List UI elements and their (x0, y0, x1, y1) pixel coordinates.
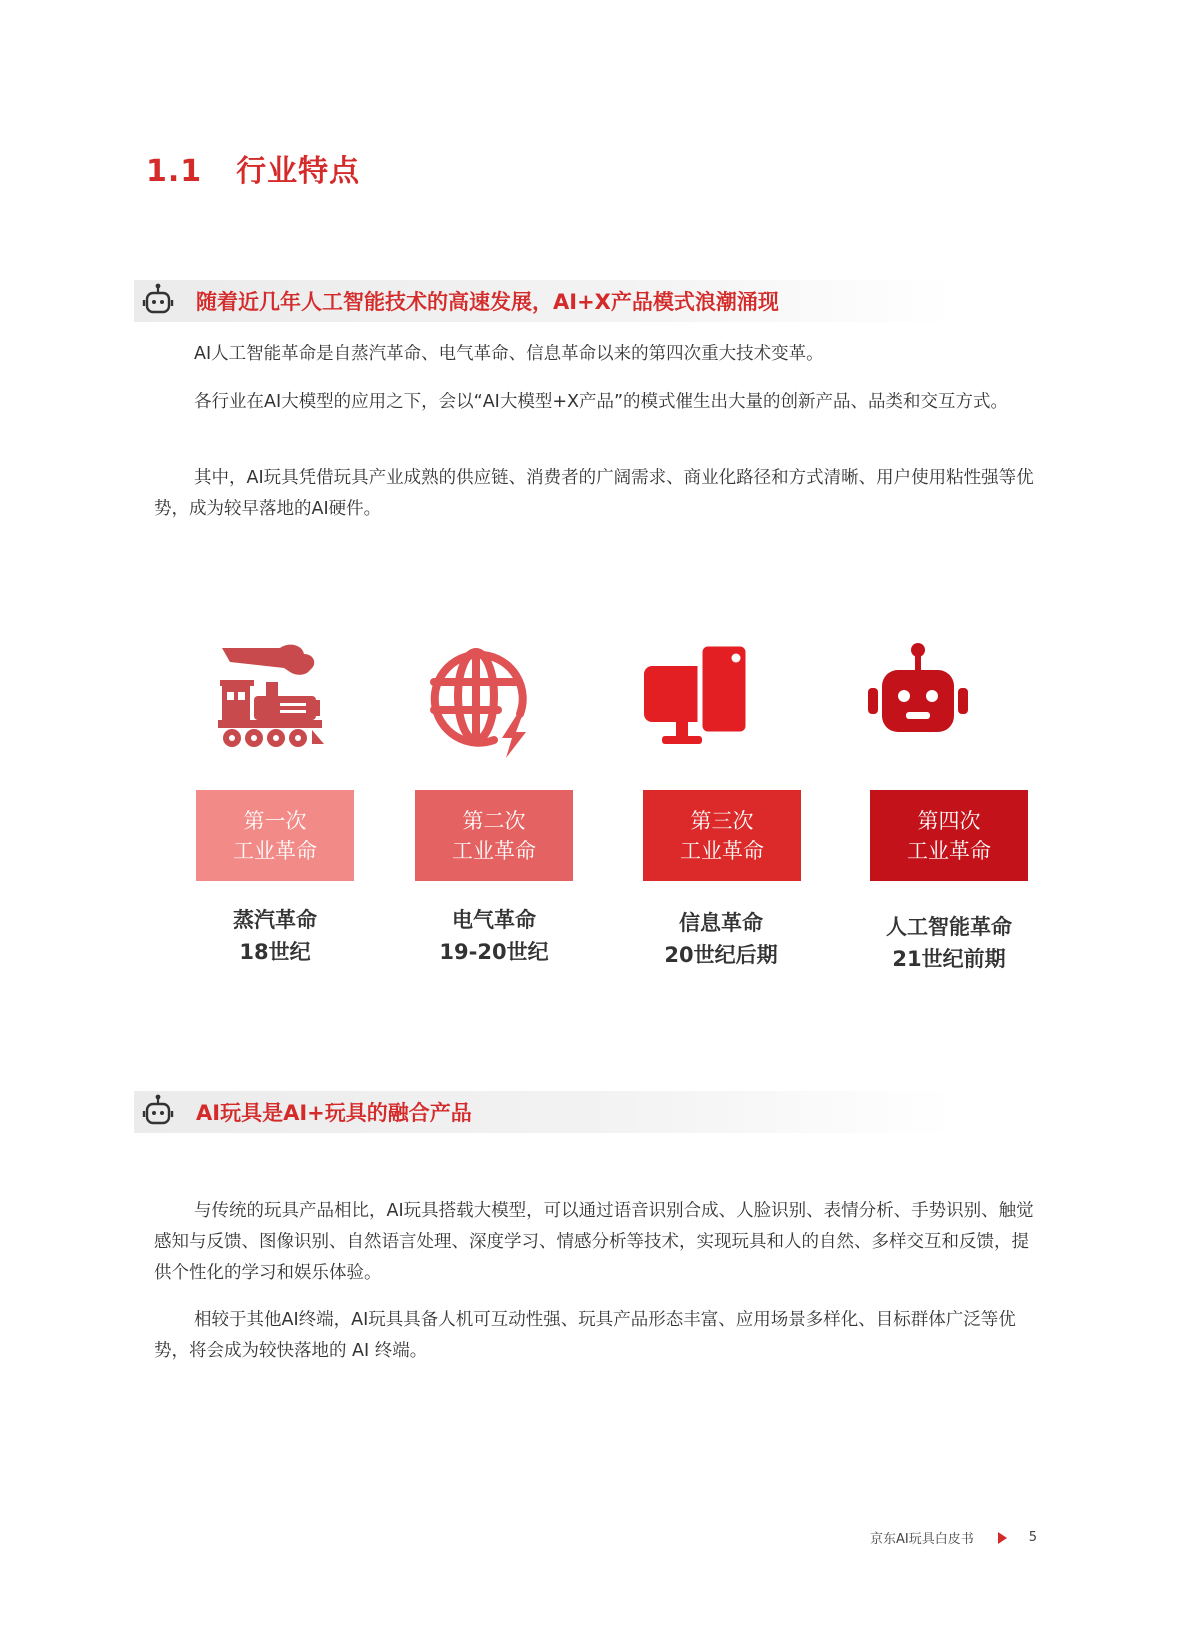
banner-title: 随着近几年人工智能技术的高速发展，AI+X产品模式浪潮涌现 (196, 290, 779, 314)
robot-icon (860, 640, 980, 760)
revolution-box-ordinal: 第三次 (690, 808, 754, 833)
steam-train-icon (210, 640, 330, 760)
banner-title: AI玩具是AI+玩具的融合产品 (196, 1101, 472, 1125)
revolution-name: 电气革命 (452, 908, 536, 932)
paragraph-3: 其中，AI玩具凭借玩具产业成熟的供应链、消费者的广阔需求、商业化路径和方式清晰、用户使用粘性强等优势，成为较早落地的AI硬件。 (154, 468, 1034, 519)
revolution-box-ordinal: 第四次 (917, 808, 981, 833)
revolution-period: 18世纪 (239, 940, 311, 964)
revolution-box-ordinal: 第一次 (243, 808, 307, 833)
revolution-caption-4 (849, 911, 1049, 975)
robot-head-icon (138, 280, 178, 322)
revolution-box-label: 工业革命 (233, 838, 317, 863)
computer-phone-icon (640, 640, 760, 760)
revolution-caption-1 (175, 904, 375, 968)
revolution-box-label: 工业革命 (680, 838, 764, 863)
revolution-box-1 (196, 790, 354, 881)
revolution-box-ordinal: 第二次 (462, 808, 526, 833)
revolution-box-3 (643, 790, 801, 881)
revolution-name: 人工智能革命 (886, 915, 1012, 939)
subsection-banner-1 (134, 280, 954, 322)
paragraph-5: 相较于其他AI终端，AI玩具具备人机可互动性强、玩具产品形态丰富、应用场景多样化、目标群体广泛等优势，将会成为较快落地的 AI 终端。 (154, 1310, 1016, 1361)
triangle-marker-icon (998, 1532, 1007, 1544)
revolution-box-4 (870, 790, 1028, 881)
revolution-period: 20世纪后期 (664, 943, 778, 967)
revolution-name: 蒸汽革命 (233, 908, 317, 932)
section-number: 1.1 (146, 154, 203, 189)
revolution-caption-2 (394, 904, 594, 968)
revolution-period: 21世纪前期 (892, 947, 1006, 971)
page-number: 5 (1028, 1530, 1038, 1545)
revolution-period: 19-20世纪 (439, 940, 549, 964)
section-title: 行业特点 (236, 154, 361, 189)
section-heading (146, 146, 360, 190)
revolution-box-label: 工业革命 (452, 838, 536, 863)
revolution-box-label: 工业革命 (907, 838, 991, 863)
footer-title: 京东AI玩具白皮书 (870, 1532, 974, 1547)
subsection-banner-2 (134, 1091, 954, 1133)
revolution-box-2 (415, 790, 573, 881)
paragraph-2: 各行业在AI大模型的应用之下，会以“AI大模型+X产品”的模式催生出大量的创新产品、品类和交互方式。 (194, 392, 1009, 412)
robot-head-icon (138, 1091, 178, 1133)
globe-lightning-icon (420, 640, 540, 760)
revolution-name: 信息革命 (679, 911, 763, 935)
paragraph-4: 与传统的玩具产品相比，AI玩具搭载大模型，可以通过语音识别合成、人脸识别、表情分析、手势识别、触觉感知与反馈、图像识别、自然语言处理、深度学习、情感分析等技术，实现玩具和人的自然、多样交互和反馈，提供个性化的学习和娱乐体验。 (154, 1201, 1034, 1283)
paragraph-1: AI人工智能革命是自蒸汽革命、电气革命、信息革命以来的第四次重大技术变革。 (194, 344, 824, 364)
page-footer (870, 1528, 1037, 1547)
revolution-caption-3 (621, 907, 821, 971)
